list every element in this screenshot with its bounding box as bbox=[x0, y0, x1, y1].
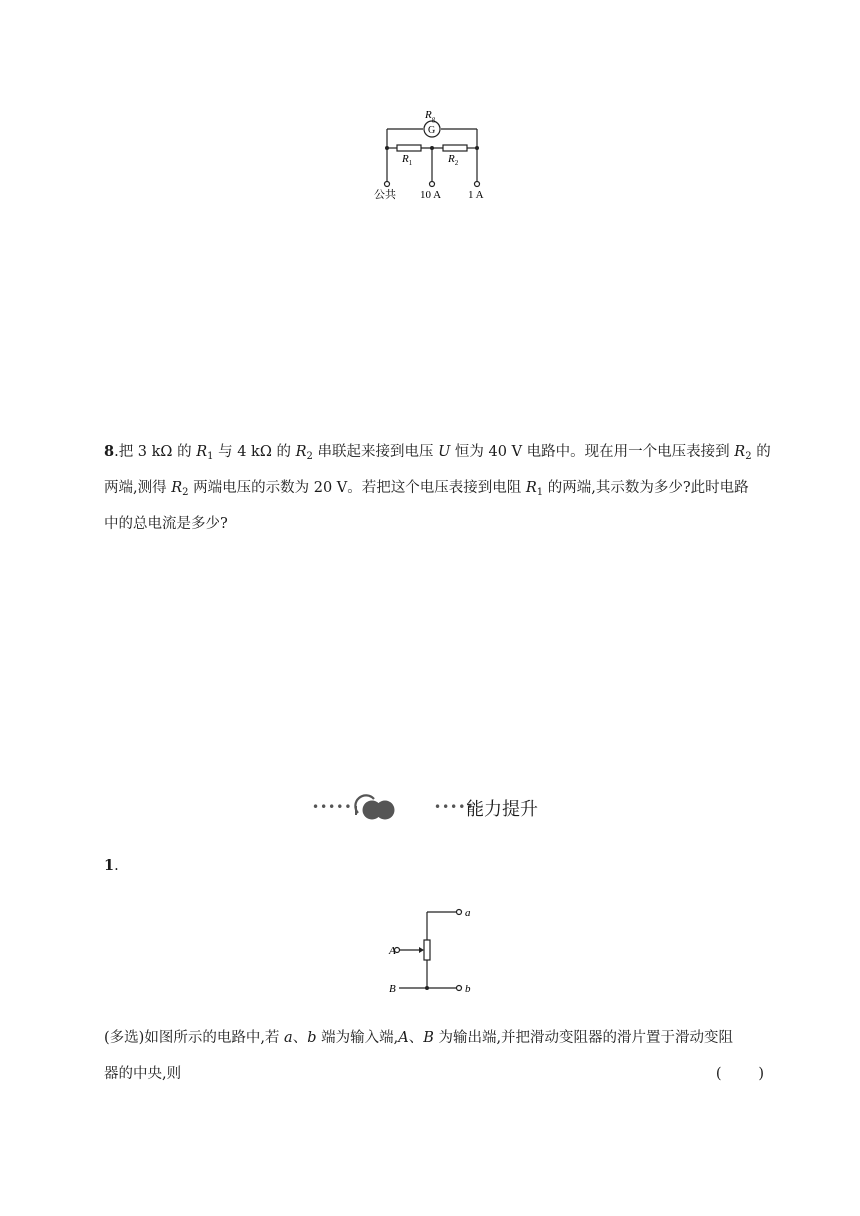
answer-bracket: ( ) bbox=[715, 1066, 764, 1082]
r2-label: $R_2$ bbox=[448, 153, 459, 167]
question-number: 8 bbox=[104, 443, 115, 460]
galvanometer-label: G bbox=[428, 125, 436, 136]
terminal-10a-label: 10 A bbox=[420, 189, 442, 201]
rg-label: $R_g$ bbox=[425, 109, 436, 123]
question-1-text: (多选)如图所示的电路中,若 a、b 端为输入端,A、B 为输出端,并把滑动变阻器的滑片置于滑动变阻 器的中央,则 ( ) bbox=[104, 1023, 764, 1089]
section-dots-right: ••••• bbox=[434, 800, 475, 814]
terminal-A-label: A bbox=[389, 945, 396, 957]
terminal-common-label: 公共 bbox=[374, 189, 396, 201]
question-1-number: 1. bbox=[104, 857, 119, 874]
terminal-b-label: b bbox=[465, 983, 471, 995]
terminal-a-label: a bbox=[465, 907, 471, 919]
r1-label: $R_1$ bbox=[402, 153, 413, 167]
section-dots-left: ••••• bbox=[312, 800, 353, 814]
ammeter-circuit-figure bbox=[370, 100, 500, 210]
terminal-B-label: B bbox=[389, 983, 396, 995]
rheostat-circuit-figure bbox=[386, 900, 486, 1000]
question-8: 8.把 3 kΩ 的 $R_1$ 与 4 kΩ 的 $R_2$ 串联起来接到电压 U 恒为 40 V 电路中。现在用一个电压表接到 $R_2$ 的 两端,测得 $R_2$ 两端电压的示数为 20 V。若把这个电压表接到电阻 $R_1$ 的两端,其示数为多少?此时电路 中的总电流是多少? bbox=[104, 443, 771, 532]
section-badge-icon bbox=[352, 793, 402, 821]
section-title: 能力提升 bbox=[466, 799, 538, 820]
terminal-1a-label: 1 A bbox=[468, 189, 484, 201]
section-heading bbox=[312, 793, 552, 823]
